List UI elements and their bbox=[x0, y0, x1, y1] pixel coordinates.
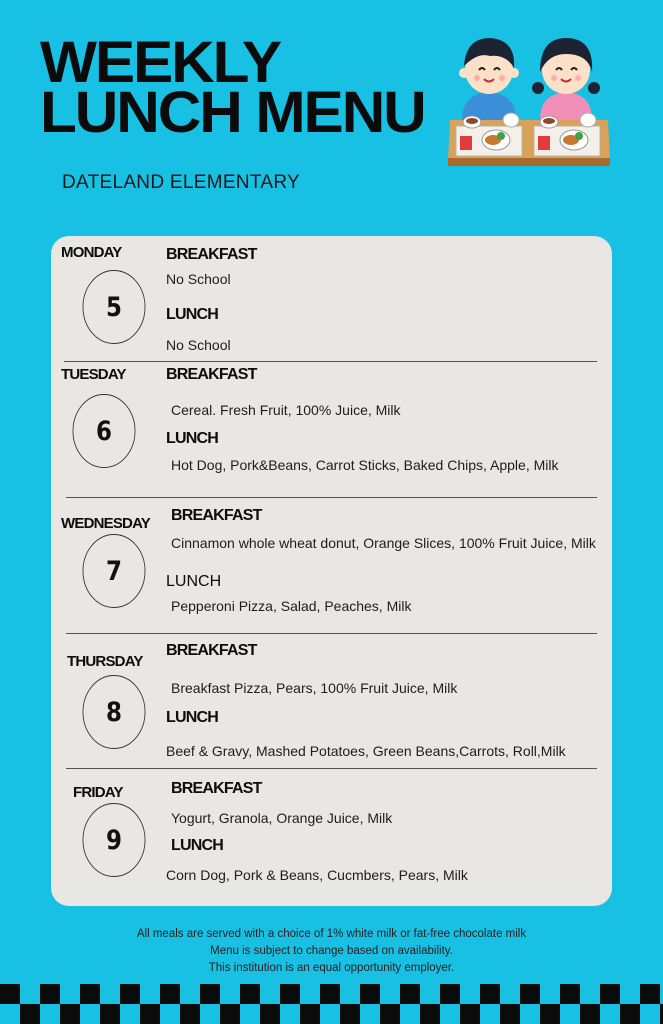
lunch-heading-wednesday: LUNCH bbox=[166, 573, 222, 590]
day-name-tuesday: TUESDAY bbox=[61, 366, 126, 383]
date-circle-wednesday: 7 bbox=[83, 534, 146, 608]
lunch-items-thursday: Beef & Gravy, Mashed Potatoes, Green Beans,Carrots, Roll,Milk bbox=[166, 743, 566, 759]
page-title bbox=[40, 30, 425, 145]
checkered-border bbox=[0, 984, 663, 1024]
breakfast-items-friday: Yogurt, Granola, Orange Juice, Milk bbox=[171, 810, 393, 826]
date-circle-tuesday: 6 bbox=[73, 394, 136, 468]
breakfast-heading-thursday: BREAKFAST bbox=[166, 642, 257, 659]
divider bbox=[64, 361, 597, 362]
divider bbox=[66, 768, 597, 769]
divider bbox=[66, 633, 597, 634]
menu-card bbox=[51, 236, 612, 906]
lunch-heading-tuesday: LUNCH bbox=[166, 430, 218, 447]
breakfast-heading-monday: BREAKFAST bbox=[166, 246, 257, 263]
date-circle-monday: 5 bbox=[83, 270, 146, 344]
breakfast-items-monday: No School bbox=[166, 271, 231, 287]
date-circle-friday: 9 bbox=[83, 803, 146, 877]
date-circle-thursday: 8 bbox=[83, 675, 146, 749]
lunch-items-wednesday: Pepperoni Pizza, Salad, Peaches, Milk bbox=[171, 598, 412, 614]
lunch-heading-friday: LUNCH bbox=[171, 837, 223, 854]
divider bbox=[66, 497, 597, 498]
lunch-items-tuesday: Hot Dog, Pork&Beans, Carrot Sticks, Baked Chips, Apple, Milk bbox=[171, 457, 559, 473]
breakfast-items-thursday: Breakfast Pizza, Pears, 100% Fruit Juice, Milk bbox=[171, 680, 458, 696]
kids-eating-lunch-illustration bbox=[444, 28, 614, 170]
breakfast-heading-wednesday: BREAKFAST bbox=[171, 507, 262, 524]
title-line-2: LUNCH MENU bbox=[40, 80, 425, 145]
lunch-heading-thursday: LUNCH bbox=[166, 709, 218, 726]
lunch-items-friday: Corn Dog, Pork & Beans, Cucmbers, Pears, Milk bbox=[166, 867, 468, 883]
breakfast-heading-friday: BREAKFAST bbox=[171, 780, 262, 797]
lunch-heading-monday: LUNCH bbox=[166, 306, 218, 323]
footer-notes bbox=[0, 926, 663, 977]
school-name: DATELAND ELEMENTARY bbox=[62, 172, 300, 193]
breakfast-items-wednesday: Cinnamon whole wheat donut, Orange Slices, 100% Fruit Juice, Milk bbox=[171, 535, 596, 551]
day-name-wednesday: WEDNESDAY bbox=[61, 515, 150, 532]
footer-line-equal-opportunity: This institution is an equal opportunity employer. bbox=[208, 962, 455, 974]
title-line-1: WEEKLY bbox=[40, 30, 281, 95]
breakfast-items-tuesday: Cereal. Fresh Fruit, 100% Juice, Milk bbox=[171, 402, 401, 418]
breakfast-heading-tuesday: BREAKFAST bbox=[166, 366, 257, 383]
footer-line-milk: All meals are served with a choice of 1% white milk or fat-free chocolate milk bbox=[136, 928, 527, 940]
day-name-thursday: THURSDAY bbox=[67, 653, 143, 670]
lunch-items-monday: No School bbox=[166, 337, 231, 353]
day-name-friday: FRIDAY bbox=[73, 784, 123, 801]
day-name-monday: MONDAY bbox=[61, 244, 122, 261]
footer-line-availability: Menu is subject to change based on availability. bbox=[210, 945, 453, 957]
